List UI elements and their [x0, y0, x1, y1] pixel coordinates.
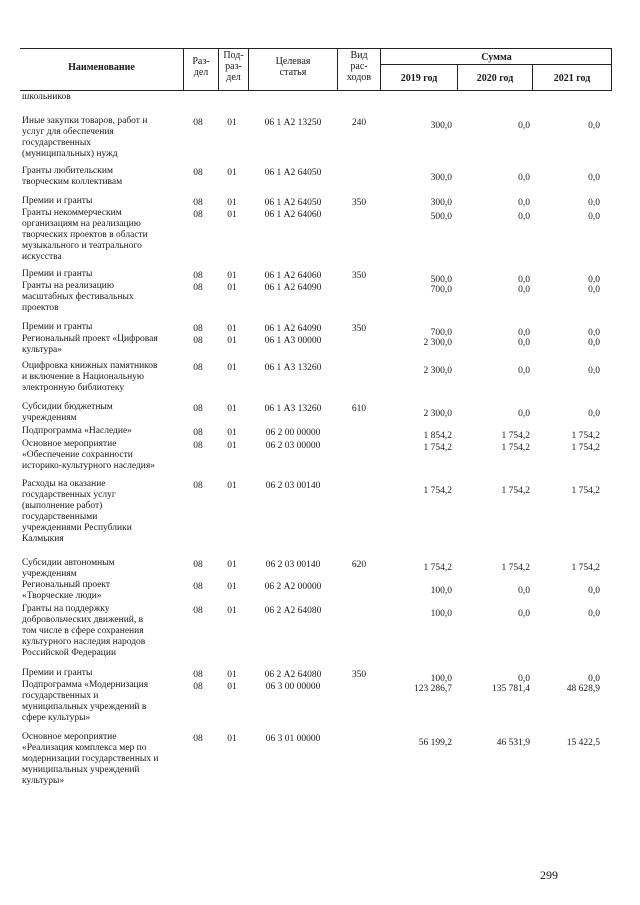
row-razd: 08: [193, 428, 203, 438]
row-cel: 06 1 А3 13260: [264, 363, 322, 373]
row-sum-s19: 2 300,0: [423, 409, 452, 419]
row-sum-s21: 0,0: [588, 198, 600, 208]
header-summa: Сумма: [481, 52, 512, 63]
row-razd: 08: [193, 582, 203, 592]
row-name: Основное мероприятие «Обеспечение сохранности историко-культурного наследия»: [22, 439, 156, 471]
row-cel: 06 1 А2 64050: [264, 168, 322, 178]
row-sum-s21: 1 754,2: [571, 443, 600, 453]
row-podr: 01: [227, 168, 237, 178]
row-cel: 06 1 А2 64090: [264, 324, 322, 334]
row-podr: 01: [227, 363, 237, 373]
row-razd: 08: [193, 168, 203, 178]
row-podr: 01: [227, 118, 237, 128]
header-2020: 2020 год: [476, 73, 514, 84]
row-sum-s19: 700,0: [430, 285, 452, 295]
row-sum-s20: 46 531,9: [496, 738, 530, 748]
row-name: Премии и гранты: [22, 269, 93, 279]
row-sum-s20: 1 754,2: [501, 431, 530, 441]
row-cel: 06 3 01 00000: [265, 734, 321, 744]
row-sum-s20: 1 754,2: [501, 443, 530, 453]
row-sum-s19: 1 754,2: [423, 443, 452, 453]
row-podr: 01: [227, 336, 237, 346]
header-name: Наименование: [68, 62, 135, 73]
row-podr: 01: [227, 682, 237, 692]
row-cel: 06 2 03 00140: [265, 481, 321, 491]
header-razdel: Раз- дел: [192, 56, 210, 78]
row-sum-s19: 100,0: [430, 674, 452, 684]
row-sum-s21: 0,0: [588, 121, 600, 131]
row-sum-s21: 0,0: [588, 674, 600, 684]
row-sum-s19: 500,0: [430, 275, 452, 285]
row-podr: 01: [227, 283, 237, 293]
row-sum-s19: 56 199,2: [418, 738, 452, 748]
row-sum-s20: 0,0: [518, 328, 530, 338]
row-razd: 08: [193, 481, 203, 491]
row-name: Оцифровка книжных памятников и включение в Национальную электронную библиотеку: [22, 361, 158, 393]
row-sum-s20: 0,0: [518, 173, 530, 183]
row-podr: 01: [227, 324, 237, 334]
row-name: Премии и гранты: [22, 668, 93, 678]
row-sum-s21: 1 754,2: [571, 563, 600, 573]
row-sum-s19: 2 300,0: [423, 338, 452, 348]
row-podr: 01: [227, 606, 237, 616]
row-cel: 06 1 А2 64060: [264, 271, 322, 281]
row-razd: 08: [193, 682, 203, 692]
row-sum-s20: 0,0: [518, 366, 530, 376]
row-sum-s21: 48 628,9: [566, 684, 600, 694]
row-vid: 620: [351, 560, 367, 570]
row-name: Гранты некоммерческим организациям на реализацию творческих проектов в области музыкального и театрального искусства: [22, 208, 148, 262]
row-sum-s20: 0,0: [518, 609, 530, 619]
row-vid: 350: [351, 670, 367, 680]
row-cel: 06 1 А2 64050: [264, 198, 322, 208]
row-sum-s19: 700,0: [430, 328, 452, 338]
row-razd: 08: [193, 283, 203, 293]
row-podr: 01: [227, 670, 237, 680]
row-sum-s21: 0,0: [588, 212, 600, 222]
row-razd: 08: [193, 606, 203, 616]
row-name: Региональный проект «Цифровая культура»: [22, 334, 158, 355]
row-sum-s19: 100,0: [430, 609, 452, 619]
row-podr: 01: [227, 582, 237, 592]
row-name: школьников: [22, 92, 71, 102]
table-header: [20, 42, 612, 90]
row-name: Субсидии автономным учреждениям: [22, 558, 115, 579]
row-name: Региональный проект «Творческие люди»: [22, 580, 111, 601]
row-podr: 01: [227, 441, 237, 451]
row-sum-s21: 0,0: [588, 173, 600, 183]
row-razd: 08: [193, 670, 203, 680]
row-sum-s21: 1 754,2: [571, 431, 600, 441]
row-podr: 01: [227, 734, 237, 744]
header-vid: Вид рас- ходов: [346, 50, 372, 83]
row-sum-s21: 15 422,5: [566, 738, 600, 748]
row-cel: 06 2 А2 64080: [264, 606, 322, 616]
row-name: Гранты на реализацию масштабных фестивальных проектов: [22, 281, 134, 313]
row-razd: 08: [193, 560, 203, 570]
row-sum-s20: 1 754,2: [501, 563, 530, 573]
row-vid: 350: [351, 198, 367, 208]
row-razd: 08: [193, 118, 203, 128]
row-podr: 01: [227, 560, 237, 570]
row-cel: 06 3 00 00000: [265, 682, 321, 692]
row-sum-s19: 1 754,2: [423, 563, 452, 573]
row-name: Премии и гранты: [22, 196, 93, 206]
row-sum-s21: 0,0: [588, 328, 600, 338]
row-razd: 08: [193, 198, 203, 208]
row-sum-s21: 1 754,2: [571, 486, 600, 496]
row-podr: 01: [227, 404, 237, 414]
row-sum-s19: 1 754,2: [423, 486, 452, 496]
row-sum-s21: 0,0: [588, 275, 600, 285]
row-sum-s19: 1 854,2: [423, 431, 452, 441]
row-cel: 06 1 А3 13260: [264, 404, 322, 414]
row-sum-s20: 0,0: [518, 212, 530, 222]
row-cel: 06 1 А2 13250: [264, 118, 322, 128]
row-razd: 08: [193, 324, 203, 334]
row-sum-s21: 0,0: [588, 338, 600, 348]
row-podr: 01: [227, 210, 237, 220]
row-name: Основное мероприятие «Реализация комплекса мер по модернизации государственных и муниципальных учреждений культуры»: [22, 732, 159, 786]
header-2019: 2019 год: [400, 73, 438, 84]
header-2021: 2021 год: [553, 73, 591, 84]
row-name: Иные закупки товаров, работ и услуг для обеспечения государственных (муниципальных) нужд: [22, 116, 148, 159]
row-name: Субсидии бюджетным учреждениям: [22, 402, 113, 423]
row-razd: 08: [193, 404, 203, 414]
row-razd: 08: [193, 271, 203, 281]
row-sum-s21: 0,0: [588, 409, 600, 419]
row-sum-s21: 0,0: [588, 285, 600, 295]
row-podr: 01: [227, 198, 237, 208]
row-vid: 350: [351, 324, 367, 334]
row-sum-s19: 100,0: [430, 586, 452, 596]
row-name: Расходы на оказание государственных услуг (выполнение работ) государственными учреждениями Республики Калмыкия: [22, 479, 132, 544]
row-vid: 350: [351, 271, 367, 281]
row-podr: 01: [227, 428, 237, 438]
header-podrazdel: Под- раз- дел: [223, 50, 244, 83]
row-sum-s20: 0,0: [518, 198, 530, 208]
row-sum-s20: 0,0: [518, 275, 530, 285]
row-sum-s21: 0,0: [588, 586, 600, 596]
row-sum-s20: 0,0: [518, 409, 530, 419]
header-target: Целевая статья: [275, 56, 311, 78]
row-cel: 06 2 03 00140: [265, 560, 321, 570]
row-vid: 610: [351, 404, 367, 414]
row-sum-s20: 0,0: [518, 338, 530, 348]
row-razd: 08: [193, 336, 203, 346]
row-razd: 08: [193, 441, 203, 451]
row-name: Подпрограмма «Модернизация государственных и муниципальных учреждений в сфере культуры»: [22, 680, 149, 723]
row-name: Гранты любительским творческим коллективам: [22, 166, 123, 187]
row-sum-s20: 135 781,4: [492, 684, 530, 694]
row-cel: 06 1 А2 64090: [264, 283, 322, 293]
row-podr: 01: [227, 271, 237, 281]
row-sum-s20: 0,0: [518, 121, 530, 131]
row-sum-s19: 500,0: [430, 212, 452, 222]
row-cel: 06 1 А2 64060: [264, 210, 322, 220]
row-name: Премии и гранты: [22, 322, 93, 332]
row-cel: 06 2 А2 64080: [264, 670, 322, 680]
row-podr: 01: [227, 481, 237, 491]
row-cel: 06 1 А3 00000: [264, 336, 322, 346]
row-razd: 08: [193, 363, 203, 373]
row-sum-s20: 0,0: [518, 586, 530, 596]
row-razd: 08: [193, 210, 203, 220]
row-sum-s19: 300,0: [430, 173, 452, 183]
row-sum-s20: 0,0: [518, 674, 530, 684]
row-sum-s19: 300,0: [430, 198, 452, 208]
page-number: 299: [540, 868, 558, 882]
row-cel: 06 2 03 00000: [265, 441, 321, 451]
row-razd: 08: [193, 734, 203, 744]
row-name: Подпрограмма «Наследие»: [22, 426, 132, 436]
row-sum-s21: 0,0: [588, 366, 600, 376]
row-cel: 06 2 00 00000: [265, 428, 321, 438]
row-sum-s19: 123 286,7: [414, 684, 452, 694]
row-cel: 06 2 А2 00000: [264, 582, 322, 592]
row-sum-s20: 0,0: [518, 285, 530, 295]
row-sum-s20: 1 754,2: [501, 486, 530, 496]
row-sum-s19: 300,0: [430, 121, 452, 131]
row-sum-s19: 2 300,0: [423, 366, 452, 376]
row-name: Гранты на поддержку добровольческих движений, в том числе в сфере сохранения культурного наследия народов Российской Федерации: [22, 604, 146, 658]
row-vid: 240: [351, 118, 367, 128]
row-sum-s21: 0,0: [588, 609, 600, 619]
